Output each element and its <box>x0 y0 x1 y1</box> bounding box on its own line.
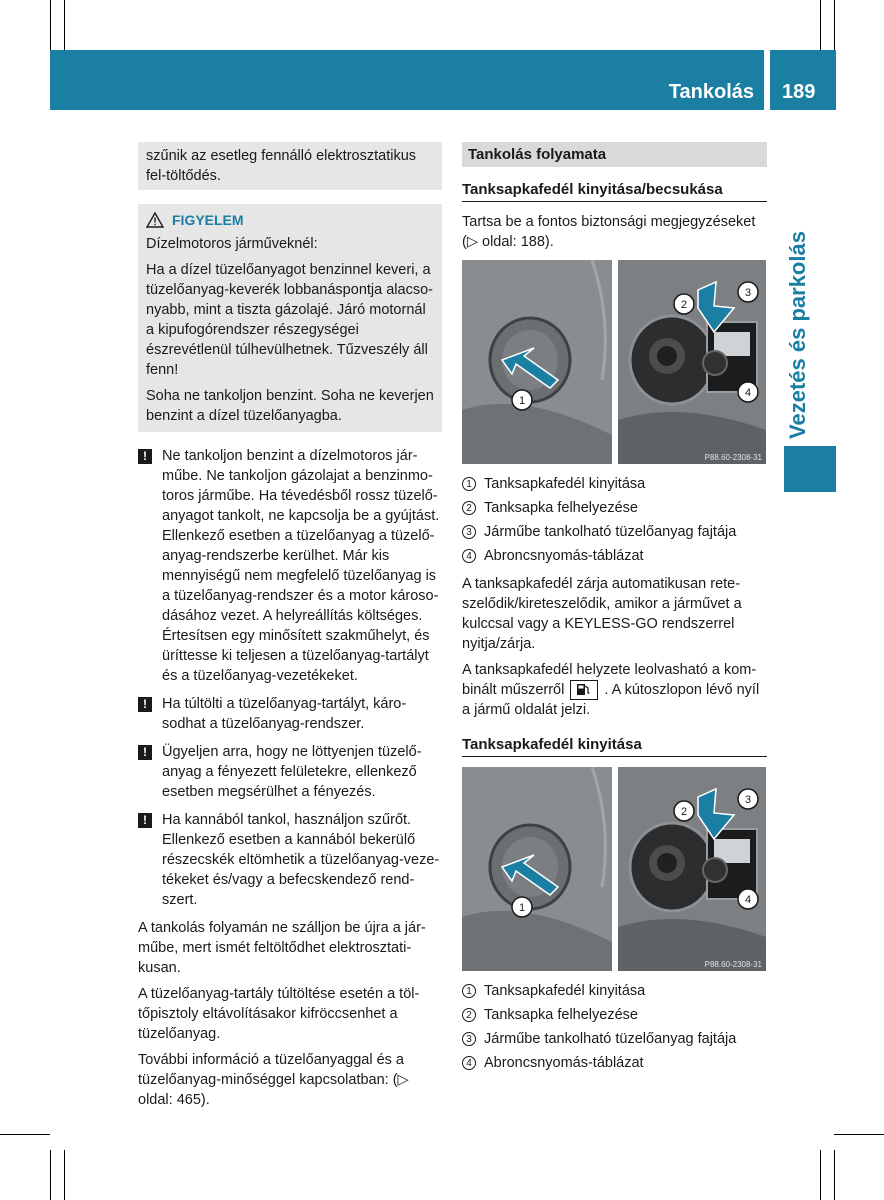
photo-label: 4 <box>744 387 752 399</box>
header-bar <box>50 50 764 110</box>
crop-mark <box>820 0 821 50</box>
fuel-flap-photo <box>462 260 766 464</box>
legend-text: Tanksapka felhelyezése <box>484 1007 638 1024</box>
left-column <box>138 142 442 1116</box>
side-tab-label: Vezetés és parkolás <box>785 231 810 439</box>
image-code: P88.60-2308-31 <box>704 453 762 462</box>
note-item <box>138 694 442 734</box>
exclamation-icon: ! <box>138 745 152 760</box>
legend-item <box>462 498 767 518</box>
note-item <box>138 810 442 910</box>
legend-item <box>462 981 767 1001</box>
crop-mark <box>834 1150 835 1200</box>
warning-text: Soha ne tankoljon benzint. Soha ne keverjen benzint a dízel tüzelőanyagba. <box>146 388 434 424</box>
section-heading: Tankolás folyamata <box>462 142 767 167</box>
legend-text: Abroncsnyomás-táblázat <box>484 548 644 564</box>
warning-text: Ha a dízel tüzelőanyagot benzinnel keveri, a tüzelőanyag-keverék lobbanáspontja alacso-nyabb, mint a tiszta gázolajé. Járó motornál a kipufogórendszer részegységei észrevétlenül túlhevülhetnek. Tűzveszély áll fenn! <box>146 262 433 378</box>
exclamation-icon: ! <box>138 449 152 464</box>
legend-number: 2 <box>462 501 476 515</box>
note-text: Ha kannából tankol, használjon szűrőt. Ellenkező esetben a kannából bekerülő részecskék eltömhetik a tüzelőanyag-veze-tékeket és/vagy a befecskendező rend-szert. <box>162 812 440 908</box>
fuel-flap-illustration <box>462 260 766 464</box>
body-paragraph: Tartsa be a fontos biztonsági megjegyzéseket (▷ oldal: 188). <box>462 214 756 250</box>
image-code: P88.60-2308-31 <box>704 960 762 970</box>
page-number-box <box>770 50 836 110</box>
legend-item <box>462 474 767 494</box>
fuel-flap-illustration <box>462 767 766 971</box>
note-text: Ügyeljen arra, hogy ne löttyenjen tüzelő-anyag a fényezett felületekre, ellenkező esetben megsérülhet a fényezés. <box>162 744 422 800</box>
photo-label: 4 <box>744 894 752 907</box>
photo-label: 2 <box>680 299 688 311</box>
legend-text: Járműbe tankolható tüzelőanyag fajtája <box>484 524 737 540</box>
body-paragraph: A tanksapkafedél zárja automatikusan rete-szelődik/kireteszelődik, amikor a járművet a kulccsal vagy a KEYLESS-GO rendszerrel nyitja/zárja. <box>462 576 742 652</box>
right-column <box>462 142 767 1077</box>
note-text: Ne tankoljon benzint a dízelmotoros jár-műbe. Ne tankoljon gázolajat a benzinmo-toros járműbe. Ha tévedésből rossz tüzelő-anyagot tankolt, ne kapcsolja be a gyújtást. Ellenkező esetben a tüzelőanyag a tüzelő-anyag-rendszerbe kerülhet. Már kis mennyiségű nem megfelelő tüzelőanyag is a tüzelőanyag-rendszer és a motor károso-dásához vezet. A helyreállítás költséges. Értesítsen egy minősített szakműhelyt, és üríttesse ki teljesen a tüzelőanyag-tartályt és a tüzelőanyag-vezetékeket. <box>162 448 440 684</box>
intro-text: szűnik az esetleg fennálló elektrosztatikus fel-töltődés. <box>146 148 417 184</box>
crop-mark <box>64 1150 65 1200</box>
note-item <box>138 446 442 686</box>
crop-mark <box>64 0 65 50</box>
exclamation-icon: ! <box>138 697 152 712</box>
fuel-pump-icon <box>570 680 598 700</box>
body-paragraph: A tankolás folyamán ne szálljon be újra a jár-műbe, mert ismét feltöltődhet elektrosztati-kusan. <box>138 920 426 976</box>
legend-number: 2 <box>462 1008 476 1022</box>
legend-item <box>462 546 767 566</box>
photo-label: 1 <box>518 395 526 407</box>
body-text: . A kútoszlopon lévő nyíl a jármű oldalát jelzi. <box>462 682 760 719</box>
exclamation-icon: ! <box>138 813 152 828</box>
fuel-flap-photo <box>462 767 766 971</box>
photo-label: 3 <box>744 287 752 299</box>
body-text: A tanksapkafedél helyzete leolvasható a kom-binált műszerről <box>462 662 757 698</box>
photo-label: 3 <box>744 794 752 807</box>
legend-text: Tanksapka felhelyezése <box>484 500 638 516</box>
warning-triangle-icon <box>146 212 164 228</box>
crop-mark <box>50 1150 51 1200</box>
photo-label: 1 <box>518 902 526 915</box>
legend-number: 1 <box>462 477 476 491</box>
legend-text: Járműbe tankolható tüzelőanyag fajtája <box>484 1031 737 1048</box>
legend-number: 3 <box>462 1032 476 1046</box>
crop-mark <box>0 1134 50 1135</box>
intro-box <box>138 142 442 190</box>
warning-title: FIGYELEM <box>172 212 244 228</box>
legend-number: 4 <box>462 1056 476 1070</box>
crop-mark <box>820 1150 821 1200</box>
legend-item <box>462 1053 767 1073</box>
legend-number: 1 <box>462 984 476 998</box>
subsection-heading: Tanksapkafedél kinyitása/becsukása <box>462 181 767 202</box>
side-tab-marker <box>784 446 836 492</box>
legend-text: Tanksapkafedél kinyitása <box>484 476 646 492</box>
legend-text: Abroncsnyomás-táblázat <box>484 1055 644 1072</box>
subsection-heading: Tanksapkafedél kinyitása <box>462 736 767 757</box>
note-item <box>138 742 442 802</box>
legend-item <box>462 1005 767 1025</box>
warning-box <box>138 204 442 432</box>
warning-text: Dízelmotoros járműveknél: <box>146 236 318 252</box>
body-paragraph: A tüzelőanyag-tartály túltöltése esetén a töl-tőpisztoly eltávolításakor kifröccsenhet a tüzelőanyag. <box>138 986 420 1042</box>
warning-header <box>146 212 434 228</box>
legend-item <box>462 1029 767 1049</box>
note-text: Ha túltölti a tüzelőanyag-tartályt, káro-sodhat a tüzelőanyag-rendszer. <box>162 696 407 732</box>
body-paragraph <box>462 660 767 720</box>
crop-mark <box>834 0 835 50</box>
photo-label: 2 <box>680 806 688 819</box>
crop-mark <box>50 0 51 50</box>
crop-mark <box>834 1134 884 1135</box>
legend-item <box>462 522 767 542</box>
legend-number: 4 <box>462 549 476 563</box>
legend-number: 3 <box>462 525 476 539</box>
side-tab <box>778 230 818 440</box>
legend-text: Tanksapkafedél kinyitása <box>484 983 646 1000</box>
section-title: Tankolás <box>668 81 754 103</box>
page-number: 189 <box>782 81 816 103</box>
body-paragraph: További információ a tüzelőanyaggal és a tüzelőanyag-minőséggel kapcsolatban: (▷ oldal: 465). <box>138 1052 409 1108</box>
